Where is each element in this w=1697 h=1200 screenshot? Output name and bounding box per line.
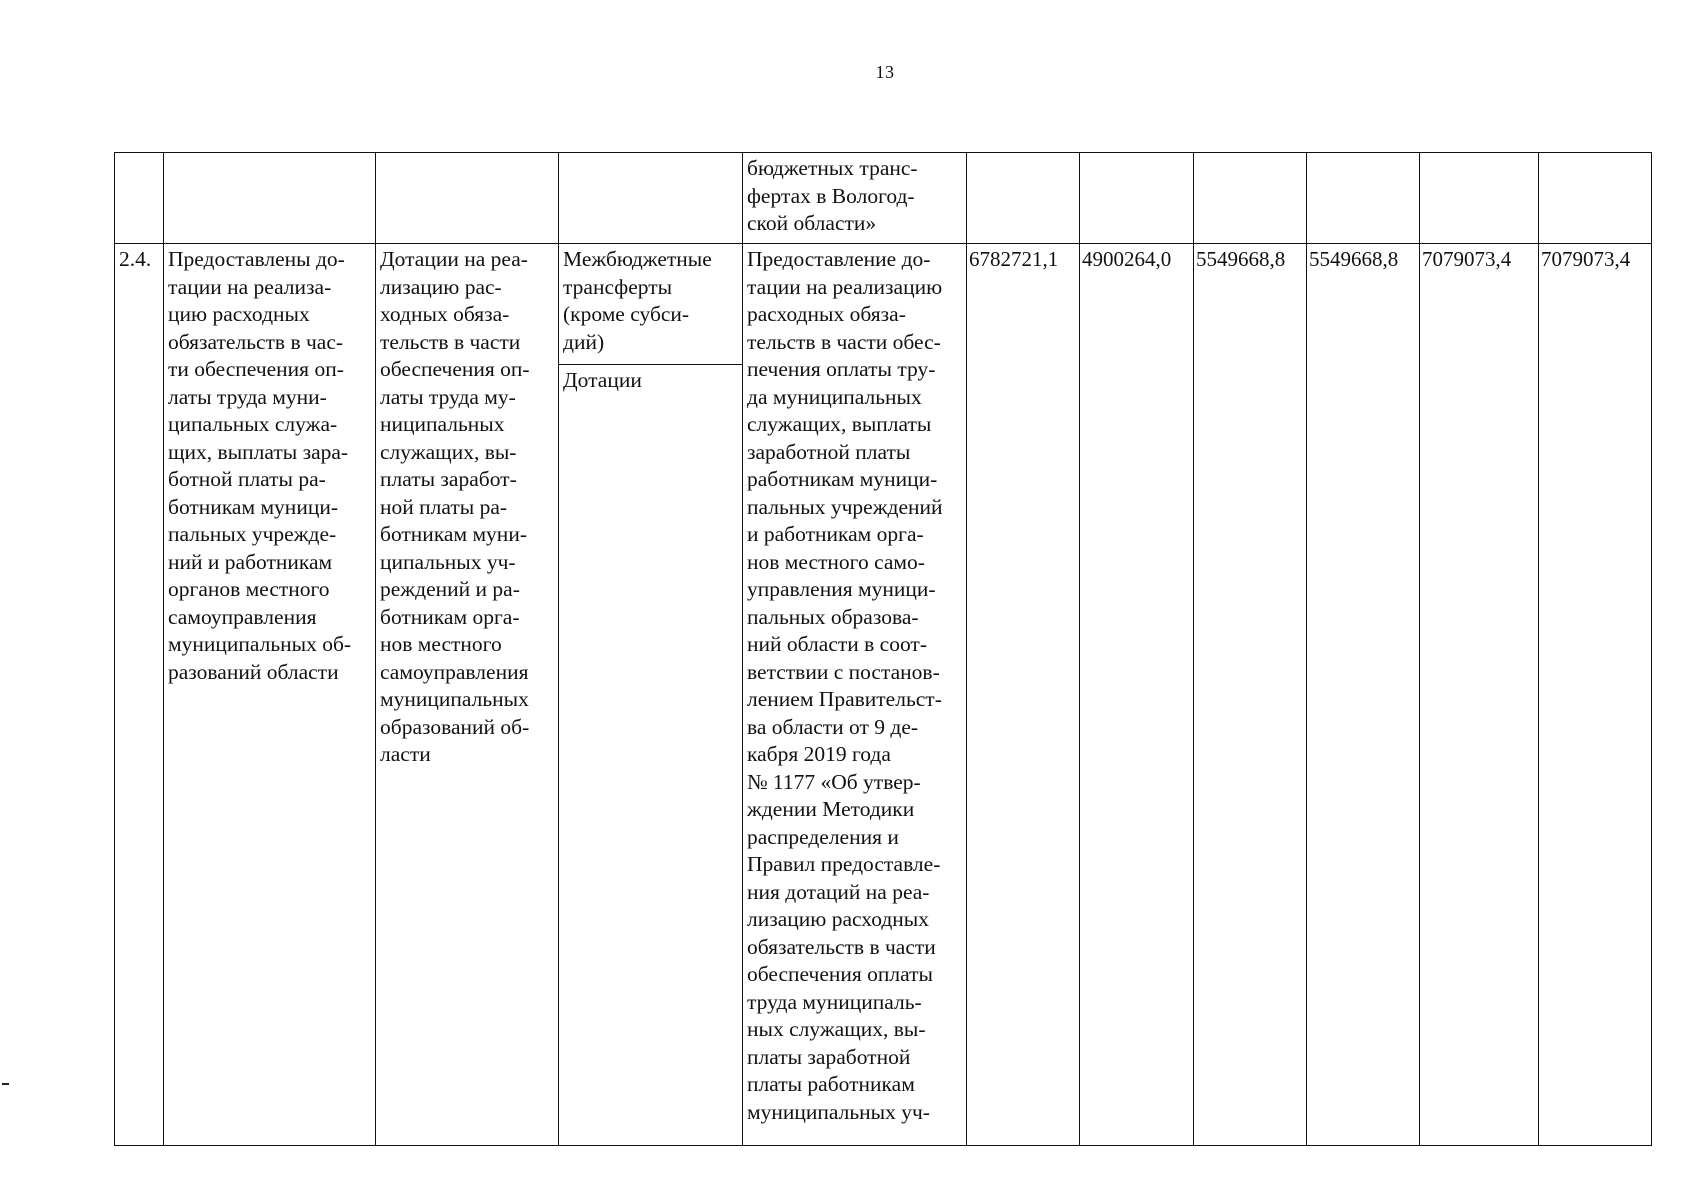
value-cell: 6782721,1 bbox=[967, 244, 1080, 1146]
result-description: Предоставлены до- тации на реализа- цию расходных обязательств в час- ти обеспечения оп- латы труда муни- ципальных служа- щих, выплаты зара- ботной платы ра- ботникам муници- пальных учрежде- ний и работникам органов местного самоуправления муниципальных об- разований области bbox=[164, 244, 376, 1146]
scan-artifact-mark bbox=[2, 1083, 9, 1085]
cell-empty bbox=[115, 153, 164, 244]
continuation-row bbox=[115, 153, 1652, 244]
value-cell: 7079073,4 bbox=[1539, 244, 1652, 1146]
cell-empty bbox=[1307, 153, 1420, 244]
value-cell: 7079073,4 bbox=[1420, 244, 1539, 1146]
cell-empty bbox=[559, 153, 743, 244]
continuation-basis-text: бюджетных транс- фертах в Вологод- ской области» bbox=[743, 153, 967, 244]
cell-empty bbox=[1539, 153, 1652, 244]
page-number: 13 bbox=[875, 62, 895, 82]
cell-empty bbox=[1420, 153, 1539, 244]
cell-empty bbox=[1194, 153, 1307, 244]
table-row-2-4 bbox=[115, 244, 1652, 365]
value-cell: 5549668,8 bbox=[1194, 244, 1307, 1146]
value-cell: 4900264,0 bbox=[1080, 244, 1194, 1146]
legal-basis: Предоставление до- тации на реализацию расходных обяза- тельств в части обес- печения оплаты тру- да муниципальных служащих, выплаты заработной платы работникам муници- пальных учреждений и работникам орга- нов местного само- управления муници- пальных образова- ний области в соот- ветствии с постанов- лением Правительст- ва области от 9 де- кабря 2019 года № 1177 «Об утвер- ждении Методики распределения и Правил предоставле- ния дотаций на реа- лизацию расходных обязательств в части обеспечения оплаты труда муниципаль- ных служащих, вы- платы заработной платы работникам муниципальных уч- bbox=[743, 244, 967, 1146]
budget-table bbox=[114, 152, 1652, 1146]
transfer-type: Межбюджетные трансферты (кроме субси- дий) bbox=[559, 244, 743, 365]
transfer-subtype: Дотации bbox=[559, 365, 743, 1146]
value-cell: 5549668,8 bbox=[1307, 244, 1420, 1146]
measure-name: Дотации на реа- лизацию рас- ходных обяза- тельств в части обеспечения оп- латы труда му- ниципальных служащих, вы- платы заработ- ной платы ра- ботникам муни- ципальных уч- реждений и ра- ботникам орга- нов местного самоуправления муниципальных образований об- ласти bbox=[376, 244, 559, 1146]
cell-empty bbox=[376, 153, 559, 244]
cell-empty bbox=[164, 153, 376, 244]
cell-empty bbox=[1080, 153, 1194, 244]
row-index: 2.4. bbox=[115, 244, 164, 1146]
cell-empty bbox=[967, 153, 1080, 244]
